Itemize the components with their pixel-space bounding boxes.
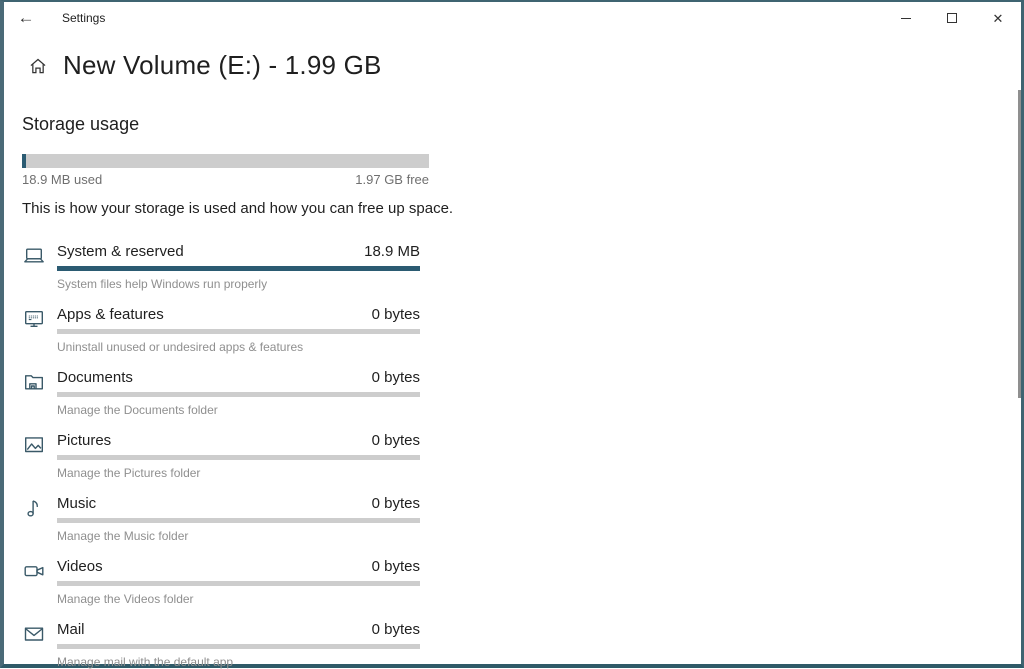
category-description: Uninstall unused or undesired apps & features [57,340,304,354]
page-header [22,50,1021,81]
page-title: New Volume (E:) - 1.99 GB [63,50,382,80]
used-label: 18.9 MB used [22,172,103,187]
titlebar [4,2,1021,34]
apps-monitor-icon [22,306,57,354]
usage-description: This is how your storage is used and how you can free up space. [22,200,454,217]
laptop-icon [22,243,57,291]
free-label: 1.97 GB free [355,172,429,187]
category-usage-bar [57,455,420,460]
category-value: 18.9 MB [364,243,420,260]
category-description: Manage the Videos folder [57,592,194,606]
back-icon: ← [17,8,35,27]
category-value: 0 bytes [371,369,420,386]
category-usage-bar [57,329,420,334]
storage-category-row[interactable] [22,495,1021,543]
category-label: System & reserved [57,243,184,260]
category-description: Manage the Pictures folder [57,466,201,480]
mail-envelope-icon [22,621,57,669]
documents-folder-icon [22,369,57,417]
maximize-button[interactable] [929,2,975,34]
minimize-icon [901,18,911,19]
storage-category-row[interactable] [22,432,1021,480]
category-label: Documents [57,369,133,386]
storage-category-row[interactable] [22,621,1021,669]
close-icon: ✕ [992,10,1004,26]
category-usage-bar [57,581,420,586]
category-value: 0 bytes [371,306,420,323]
category-label: Videos [57,558,103,575]
category-label: Apps & features [57,306,164,323]
storage-category-row[interactable] [22,558,1021,606]
category-value: 0 bytes [371,495,420,512]
page-content [4,50,1021,669]
category-description: Manage the Documents folder [57,403,218,417]
category-value: 0 bytes [371,432,420,449]
scrollbar-thumb[interactable] [1018,90,1021,398]
storage-usage-heading: Storage usage [22,114,140,134]
category-value: 0 bytes [371,558,420,575]
category-label: Music [57,495,97,512]
category-usage-fill [57,266,420,271]
storage-category-row[interactable] [22,369,1021,417]
maximize-icon [947,13,957,23]
storage-used-fill [22,154,26,168]
category-label: Mail [57,621,85,638]
close-button[interactable] [975,2,1021,34]
window-controls [883,2,1021,34]
category-usage-bar [57,266,420,271]
pictures-icon [22,432,57,480]
storage-category-row[interactable] [22,243,1021,291]
storage-usage-bar [22,154,429,168]
category-list [22,243,1021,669]
category-value: 0 bytes [371,621,420,638]
storage-category-row[interactable] [22,306,1021,354]
category-usage-bar [57,644,420,649]
music-note-icon [22,495,57,543]
category-description: Manage mail with the default app [57,655,234,669]
category-label: Pictures [57,432,112,449]
home-icon [28,56,48,76]
back-button[interactable] [4,2,48,34]
category-description: Manage the Music folder [57,529,189,543]
category-usage-bar [57,518,420,523]
category-usage-bar [57,392,420,397]
storage-bar-labels [22,172,429,187]
category-description: System files help Windows run properly [57,277,268,291]
video-camera-icon [22,558,57,606]
minimize-button[interactable] [883,2,929,34]
app-title: Settings [62,11,106,25]
